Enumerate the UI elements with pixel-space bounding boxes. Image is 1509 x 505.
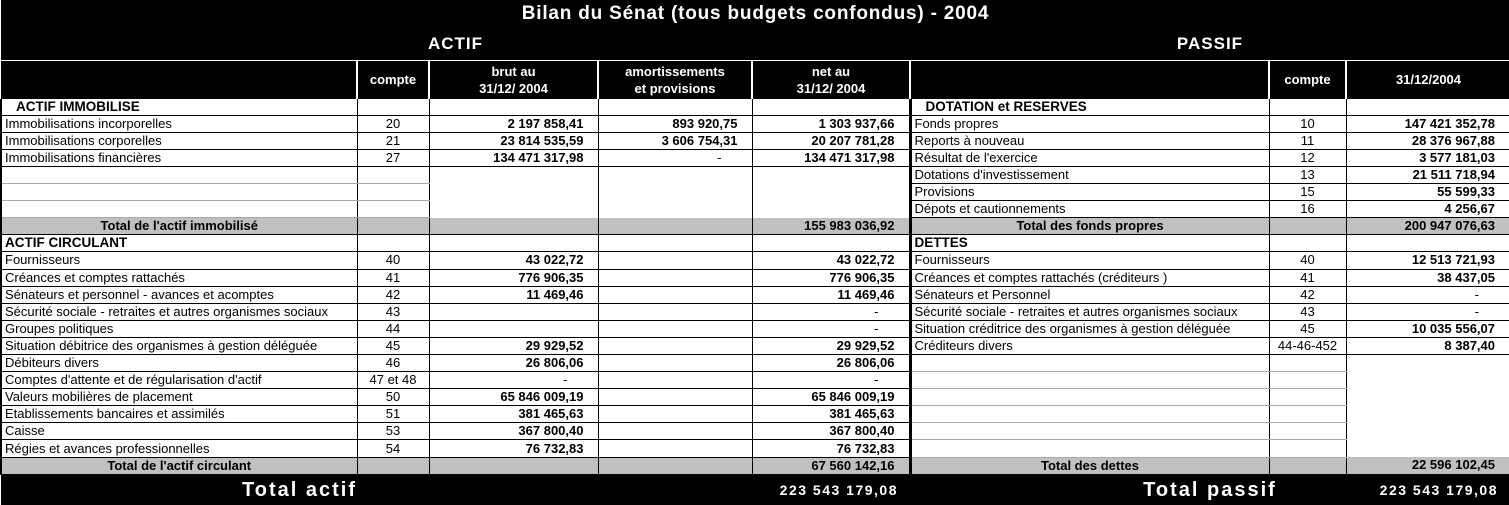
passif-label-cell: Total des fonds propres [910,218,1269,235]
actif-label-cell: ACTIF CIRCULANT [1,235,357,252]
table-row [1,406,1509,423]
actif-label-cell: Valeurs mobilières de placement [1,389,357,406]
actif-compte-cell: 53 [357,423,429,440]
actif-net-cell: - [752,372,910,389]
table-row [1,184,1509,201]
actif-amortissements-cell [598,235,752,252]
actif-net-cell: 155 983 036,92 [752,218,910,235]
actif-compte-cell [357,457,429,474]
passif-compte-header: compte [1269,60,1346,98]
actif-amortissements-header [598,60,752,98]
actif-amortissements-cell [598,423,752,440]
table-row [1,372,1509,389]
actif-net-cell [752,99,910,116]
actif-net-header [752,60,910,98]
passif-compte-cell: 43 [1269,303,1346,320]
actif-brut-cell [429,457,598,474]
table-row [1,354,1509,371]
actif-label-cell: Immobilisations incorporelles [1,115,357,132]
actif-amortissements-cell [598,440,752,457]
passif-label-cell [910,389,1269,406]
actif-net-cell: 1 303 937,66 [752,115,910,132]
grand-total-row [1,474,1509,505]
actif-net-cell [752,235,910,252]
passif-value-cell: 3 577 181,03 [1346,149,1509,166]
passif-value-cell: 38 437,05 [1346,269,1509,286]
grand-total-wrap [1,475,1509,505]
passif-value-cell: 28 376 967,88 [1346,132,1509,149]
passif-value-cell: 4 256,67 [1346,201,1509,218]
actif-brut-cell: 134 471 317,98 [429,149,598,166]
actif-label-cell [1,166,357,183]
actif-brut-cell: 23 814 535,59 [429,132,598,149]
actif-net-cell [752,166,910,183]
page-title: Bilan du Sénat (tous budgets confondus) - 2004 [1,0,1509,28]
actif-amortissements-cell [598,252,752,269]
passif-label-cell: Résultat de l'exercice [910,149,1269,166]
actif-amortissements-cell [598,99,752,116]
total-passif-label: Total passif [1143,478,1277,501]
actif-compte-cell: 46 [357,354,429,371]
actif-label-cell [1,184,357,201]
actif-brut-header [429,60,598,98]
actif-brut-cell: 76 732,83 [429,440,598,457]
passif-label-cell: Reports à nouveau [910,132,1269,149]
actif-amortissements-cell [598,303,752,320]
actif-label-cell: Régies et avances professionnelles [1,440,357,457]
actif-compte-cell [357,235,429,252]
actif-label-cell: Comptes d'attente et de régularisation d'actif [1,372,357,389]
actif-amortissements-cell: 3 606 754,31 [598,132,752,149]
actif-amortissements-cell [598,286,752,303]
actif-label-cell: Sécurité sociale - retraites et autres organismes sociaux [1,303,357,320]
table-row [1,218,1509,235]
actif-brut-cell: 2 197 858,41 [429,115,598,132]
actif-amortissements-cell [598,372,752,389]
actif-net-cell: - [752,303,910,320]
passif-value-cell: 12 513 721,93 [1346,252,1509,269]
actif-net-header-line1: net au [811,63,851,79]
passif-label-cell: Dépots et cautionnements [910,201,1269,218]
actif-amortissements-cell: - [598,149,752,166]
actif-label-cell: Immobilisations financières [1,149,357,166]
passif-value-cell [1346,99,1509,116]
actif-net-cell: 20 207 781,28 [752,132,910,149]
actif-label-cell: Immobilisations corporelles [1,132,357,149]
actif-label-cell: Total de l'actif immobilisé [1,218,357,235]
actif-brut-cell [429,166,598,183]
passif-label-cell: Situation créditrice des organismes à gestion déléguée [910,320,1269,337]
passif-value-cell [1346,440,1509,457]
actif-compte-cell [357,184,429,201]
table-row [1,440,1509,457]
passif-value-cell [1346,354,1509,371]
table-row [1,252,1509,269]
actif-compte-cell [357,201,429,218]
actif-label-cell: Sénateurs et personnel - avances et acomptes [1,286,357,303]
actif-brut-cell: 65 846 009,19 [429,389,598,406]
table-row [1,201,1509,218]
actif-brut-header-line1: brut au [491,63,536,79]
actif-band-label: ACTIF [1,28,910,60]
passif-label-cell [910,372,1269,389]
total-passif-value: 223 543 179,08 [1379,481,1498,498]
actif-compte-cell: 20 [357,115,429,132]
passif-compte-cell [1269,235,1346,252]
actif-net-cell: 11 469,46 [752,286,910,303]
actif-amortissements-cell [598,406,752,423]
table-row [1,457,1509,474]
passif-value-cell: 22 596 102,45 [1346,457,1509,474]
passif-compte-cell [1269,440,1346,457]
passif-compte-cell: 41 [1269,269,1346,286]
actif-brut-header-line2: 31/12/ 2004 [479,80,548,96]
actif-amortissements-cell: 893 920,75 [598,115,752,132]
passif-date-header: 31/12/2004 [1346,60,1509,98]
actif-net-cell: 367 800,40 [752,423,910,440]
table-row [1,149,1509,166]
passif-compte-cell: 12 [1269,149,1346,166]
passif-rubric-header-cell [910,60,1269,98]
passif-compte-cell [1269,372,1346,389]
title-row [1,0,1509,28]
actif-brut-cell: 29 929,52 [429,337,598,354]
passif-value-cell [1346,406,1509,423]
passif-value-cell [1346,235,1509,252]
passif-compte-cell: 42 [1269,286,1346,303]
passif-label-cell: Total des dettes [910,457,1269,474]
actif-brut-cell: 776 906,35 [429,269,598,286]
table-row [1,320,1509,337]
table-row [1,166,1509,183]
passif-value-cell: - [1346,303,1509,320]
passif-label-cell: Créances et comptes rattachés (créditeurs ) [910,269,1269,286]
passif-compte-cell [1269,457,1346,474]
actif-brut-cell [429,99,598,116]
actif-net-cell: 134 471 317,98 [752,149,910,166]
actif-compte-cell: 27 [357,149,429,166]
actif-compte-cell: 42 [357,286,429,303]
passif-value-cell [1346,389,1509,406]
table-row [1,303,1509,320]
passif-value-cell: 147 421 352,78 [1346,115,1509,132]
passif-value-cell: 8 387,40 [1346,337,1509,354]
passif-compte-cell [1269,389,1346,406]
actif-label-cell: ACTIF IMMOBILISE [1,99,357,116]
actif-label-cell: Total de l'actif circulant [1,457,357,474]
actif-amortissements-header-line1: amortissements [625,63,725,79]
actif-brut-cell: 381 465,63 [429,406,598,423]
actif-compte-cell [357,99,429,116]
table-row [1,132,1509,149]
passif-compte-cell: 15 [1269,184,1346,201]
actif-label-cell: Caisse [1,423,357,440]
actif-amortissements-cell [598,184,752,201]
balance-table-body [1,99,1509,475]
actif-label-cell: Etablissements bancaires et assimilés [1,406,357,423]
passif-label-cell [910,406,1269,423]
total-actif-value: 223 543 179,08 [779,481,898,498]
passif-compte-cell [1269,423,1346,440]
actif-passif-band [1,28,1509,60]
actif-compte-header: compte [357,60,429,98]
actif-amortissements-cell [598,457,752,474]
passif-value-cell: - [1346,286,1509,303]
actif-amortissements-cell [598,201,752,218]
actif-compte-cell: 45 [357,337,429,354]
table-row [1,423,1509,440]
actif-amortissements-cell [598,337,752,354]
actif-label-cell: Situation débitrice des organismes à gestion déléguée [1,337,357,354]
actif-brut-cell [429,303,598,320]
actif-label-cell [1,201,357,218]
actif-net-header-line2: 31/12/ 2004 [796,80,866,96]
actif-amortissements-cell [598,354,752,371]
passif-compte-cell [1269,99,1346,116]
passif-compte-cell: 10 [1269,115,1346,132]
actif-amortissements-cell [598,389,752,406]
passif-label-cell [910,440,1269,457]
actif-amortissements-cell [598,320,752,337]
actif-net-cell [752,184,910,201]
passif-band-label: PASSIF [910,28,1509,60]
passif-label-cell: Sénateurs et Personnel [910,286,1269,303]
actif-rubric-header-cell [1,60,357,98]
actif-amortissements-cell [598,166,752,183]
actif-net-cell: 67 560 142,16 [752,457,910,474]
actif-label-cell: Créances et comptes rattachés [1,269,357,286]
actif-compte-cell: 54 [357,440,429,457]
actif-compte-cell: 51 [357,406,429,423]
column-header-row [1,60,1509,98]
actif-label-cell: Fournisseurs [1,252,357,269]
actif-net-cell [752,201,910,218]
passif-value-cell [1346,372,1509,389]
actif-brut-cell [429,320,598,337]
actif-net-cell: 43 022,72 [752,252,910,269]
actif-brut-cell: - [429,372,598,389]
actif-net-cell: 26 806,06 [752,354,910,371]
actif-compte-cell: 44 [357,320,429,337]
passif-label-cell: Provisions [910,184,1269,201]
total-actif-label: Total actif [242,478,357,501]
passif-label-cell [910,423,1269,440]
passif-compte-cell [1269,406,1346,423]
actif-compte-cell: 47 et 48 [357,372,429,389]
actif-compte-cell [357,166,429,183]
passif-compte-cell: 13 [1269,166,1346,183]
table-row [1,389,1509,406]
table-row [1,235,1509,252]
passif-compte-cell: 11 [1269,132,1346,149]
passif-label-cell: Créditeurs divers [910,337,1269,354]
actif-brut-cell [429,201,598,218]
actif-label-cell: Débiteurs divers [1,354,357,371]
actif-compte-cell: 21 [357,132,429,149]
actif-net-cell: 381 465,63 [752,406,910,423]
actif-brut-cell [429,235,598,252]
passif-label-cell: Sécurité sociale - retraites et autres organismes sociaux [910,303,1269,320]
passif-compte-cell [1269,218,1346,235]
passif-compte-cell: 40 [1269,252,1346,269]
actif-brut-cell [429,218,598,235]
actif-brut-cell: 367 800,40 [429,423,598,440]
actif-amortissements-cell [598,218,752,235]
passif-value-cell [1346,423,1509,440]
table-row [1,286,1509,303]
passif-label-cell: Fonds propres [910,115,1269,132]
passif-value-cell: 21 511 718,94 [1346,166,1509,183]
actif-net-cell: - [752,320,910,337]
actif-net-cell: 65 846 009,19 [752,389,910,406]
actif-brut-cell: 26 806,06 [429,354,598,371]
actif-compte-cell: 41 [357,269,429,286]
actif-brut-cell [429,184,598,201]
table-row [1,115,1509,132]
passif-label-cell: DETTES [910,235,1269,252]
passif-value-cell: 10 035 556,07 [1346,320,1509,337]
passif-label-cell: Dotations d'investissement [910,166,1269,183]
actif-compte-cell: 50 [357,389,429,406]
passif-compte-cell [1269,354,1346,371]
table-row [1,269,1509,286]
actif-amortissements-cell [598,269,752,286]
actif-net-cell: 776 906,35 [752,269,910,286]
actif-label-cell: Groupes politiques [1,320,357,337]
actif-compte-cell [357,218,429,235]
actif-compte-cell: 43 [357,303,429,320]
passif-label-cell [910,354,1269,371]
passif-compte-cell: 16 [1269,201,1346,218]
actif-compte-cell: 40 [357,252,429,269]
table-row [1,337,1509,354]
actif-net-cell: 76 732,83 [752,440,910,457]
actif-brut-cell: 11 469,46 [429,286,598,303]
actif-amortissements-header-line2: et provisions [634,80,716,96]
passif-label-cell: DOTATION et RESERVES [910,99,1269,116]
actif-net-cell: 29 929,52 [752,337,910,354]
passif-compte-cell: 44-46-452 [1269,337,1346,354]
passif-value-cell: 55 599,33 [1346,184,1509,201]
passif-label-cell: Fournisseurs [910,252,1269,269]
actif-brut-cell: 43 022,72 [429,252,598,269]
grand-total-bar [1,474,1509,505]
passif-compte-cell: 45 [1269,320,1346,337]
table-row [1,99,1509,116]
passif-value-cell: 200 947 076,63 [1346,218,1509,235]
